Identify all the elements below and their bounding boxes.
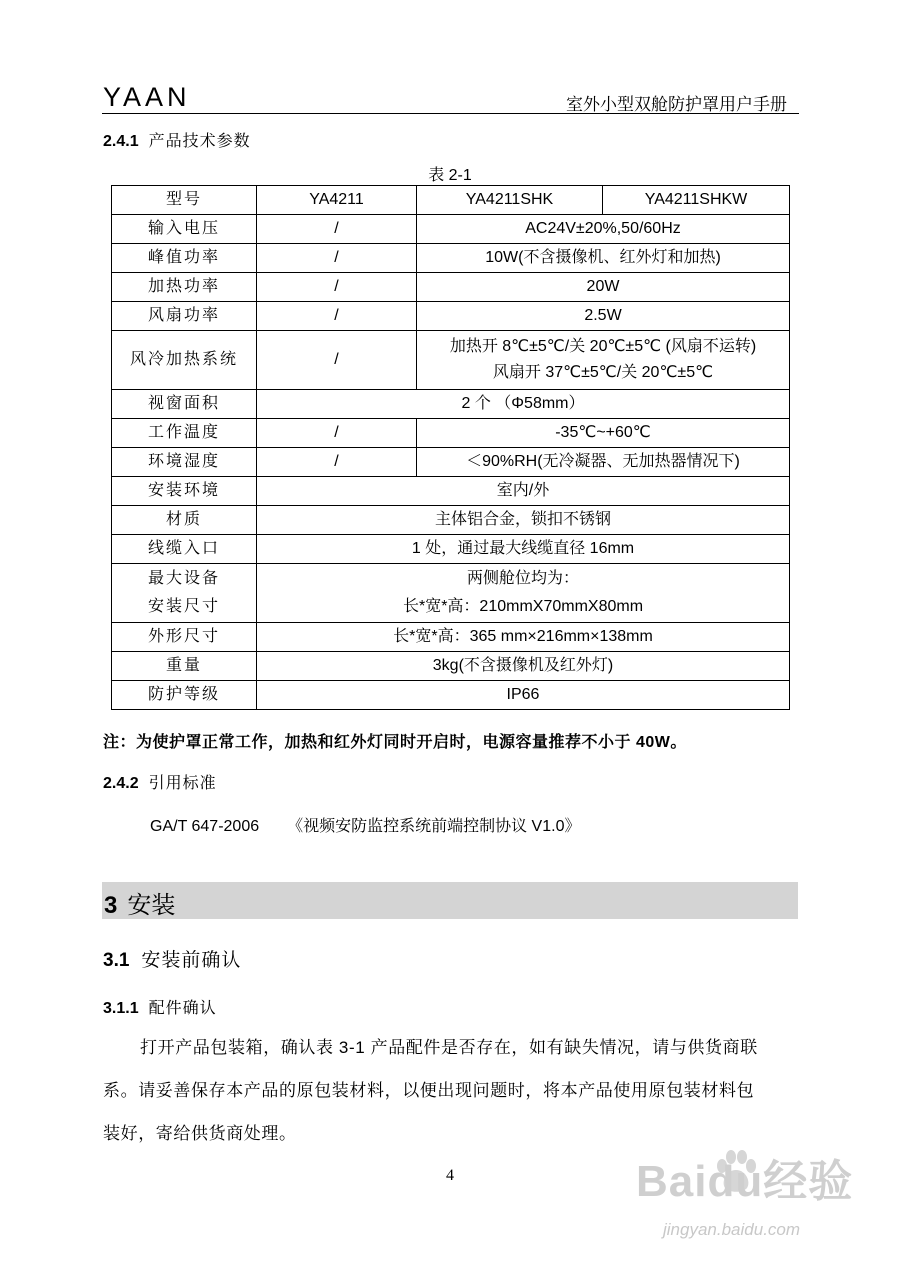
table-cell (417, 331, 790, 390)
table-row (112, 244, 790, 273)
table-cell (257, 564, 790, 623)
table-cell: AC24V±20%,50/60Hz (417, 215, 790, 244)
section-number: 3.1.1 (103, 1000, 139, 1017)
row-label: 安装环境 (112, 477, 257, 506)
section-number: 2.4.1 (103, 133, 139, 150)
standard-reference (150, 813, 580, 836)
table-cell: 主体铝合金，锁扣不锈钢 (257, 506, 790, 535)
header-cell: YA4211SHKW (603, 186, 790, 215)
table-cell: / (257, 273, 417, 302)
table-cell: 2 个 （Φ58mm） (257, 390, 790, 419)
table-cell: 长*宽*高：365 mm×216mm×138mm (257, 623, 790, 652)
header-cell: 型号 (112, 186, 257, 215)
row-label: 环境湿度 (112, 448, 257, 477)
table-cell: IP66 (257, 681, 790, 710)
table-cell: / (257, 419, 417, 448)
standard-name: 《视频安防监控系统前端控制协议 V1.0》 (287, 818, 581, 835)
watermark-logo: Baidu经验 (636, 1157, 854, 1206)
paragraph-line: 装好，寄给供货商处理。 (103, 1124, 297, 1143)
table-cell: / (257, 448, 417, 477)
spec-table (111, 185, 790, 710)
table-row (112, 448, 790, 477)
chapter-heading (104, 885, 175, 920)
table-row (112, 302, 790, 331)
table-cell: / (257, 331, 417, 390)
watermark-url: jingyan.baidu.com (663, 1220, 801, 1239)
table-cell: 10W(不含摄像机、红外灯和加热) (417, 244, 790, 273)
section-heading-3-1 (103, 945, 241, 972)
header-rule (102, 113, 799, 114)
table-cell: 20W (417, 273, 790, 302)
row-label: 风冷加热系统 (112, 331, 257, 390)
paragraph-line: 打开产品包装箱，确认表 3-1 产品配件是否存在，如有缺失情况，请与供货商联 (140, 1038, 758, 1057)
row-label: 加热功率 (112, 273, 257, 302)
table-row (112, 535, 790, 564)
section-heading-2-4-1 (103, 128, 251, 151)
row-label: 防护等级 (112, 681, 257, 710)
row-label: 风扇功率 (112, 302, 257, 331)
chapter-number: 3 (104, 892, 118, 919)
cell-line: 加热开 8℃±5℃/关 20℃±5℃ (风扇不运转) (449, 338, 757, 355)
table-row (112, 273, 790, 302)
section-title: 配件确认 (148, 1000, 217, 1017)
cell-line: 风扇开 37℃±5℃/关 20℃±5℃ (492, 364, 714, 381)
row-label: 材质 (112, 506, 257, 535)
header-cell: YA4211SHK (417, 186, 603, 215)
standard-code: GA/T 647-2006 (150, 818, 260, 835)
table-cell: 室内/外 (257, 477, 790, 506)
cell-line: 两侧舱位均为： (466, 570, 579, 587)
section-heading-3-1-1 (103, 995, 217, 1018)
table-cell: 1 处，通过最大线缆直径 16mm (257, 535, 790, 564)
table-cell: / (257, 244, 417, 273)
header-cell: YA4211 (257, 186, 417, 215)
table-row (112, 623, 790, 652)
row-label: 工作温度 (112, 419, 257, 448)
table-row (112, 331, 790, 390)
chapter-title: 安装 (127, 892, 176, 919)
row-label: 外形尺寸 (112, 623, 257, 652)
label-line: 最大设备 (147, 570, 220, 587)
table-row (112, 652, 790, 681)
chapter-heading-bar (102, 882, 798, 919)
section-title: 安装前确认 (141, 950, 242, 971)
table-row (112, 681, 790, 710)
table-row (112, 390, 790, 419)
row-label (112, 564, 257, 623)
section-title: 产品技术参数 (148, 133, 251, 150)
row-label: 线缆入口 (112, 535, 257, 564)
brand-logo-text: YAAN (103, 82, 191, 112)
section-number: 3.1 (103, 950, 130, 971)
table-cell: / (257, 215, 417, 244)
label-line: 安装尺寸 (147, 598, 220, 615)
table-cell: ＜90%RH(无冷凝器、无加热器情况下) (417, 448, 790, 477)
row-label: 重量 (112, 652, 257, 681)
page-number: 4 (446, 1167, 454, 1184)
table-row (112, 506, 790, 535)
cell-line: 长*宽*高：210mmX70mmX80mm (402, 598, 644, 615)
table-cell: -35℃~+60℃ (417, 419, 790, 448)
table-row (112, 477, 790, 506)
table-header-row (112, 186, 790, 215)
row-label: 视窗面积 (112, 390, 257, 419)
table-cell: 3kg(不含摄像机及红外灯) (257, 652, 790, 681)
section-title: 引用标准 (148, 775, 217, 792)
table-cell: 2.5W (417, 302, 790, 331)
document-title: 室外小型双舱防护罩用户手册 (566, 95, 787, 114)
table-row (112, 215, 790, 244)
table-note: 注：为使护罩正常工作，加热和红外灯同时开启时，电源容量推荐不小于 40W。 (103, 734, 687, 751)
table-caption: 表 2-1 (428, 167, 472, 184)
table-row (112, 564, 790, 623)
table-cell: / (257, 302, 417, 331)
table-row (112, 419, 790, 448)
row-label: 峰值功率 (112, 244, 257, 273)
paragraph-line: 系。请妥善保存本产品的原包装材料，以便出现问题时，将本产品使用原包装材料包 (103, 1081, 755, 1100)
section-number: 2.4.2 (103, 775, 139, 792)
row-label: 输入电压 (112, 215, 257, 244)
section-heading-2-4-2 (103, 770, 217, 793)
